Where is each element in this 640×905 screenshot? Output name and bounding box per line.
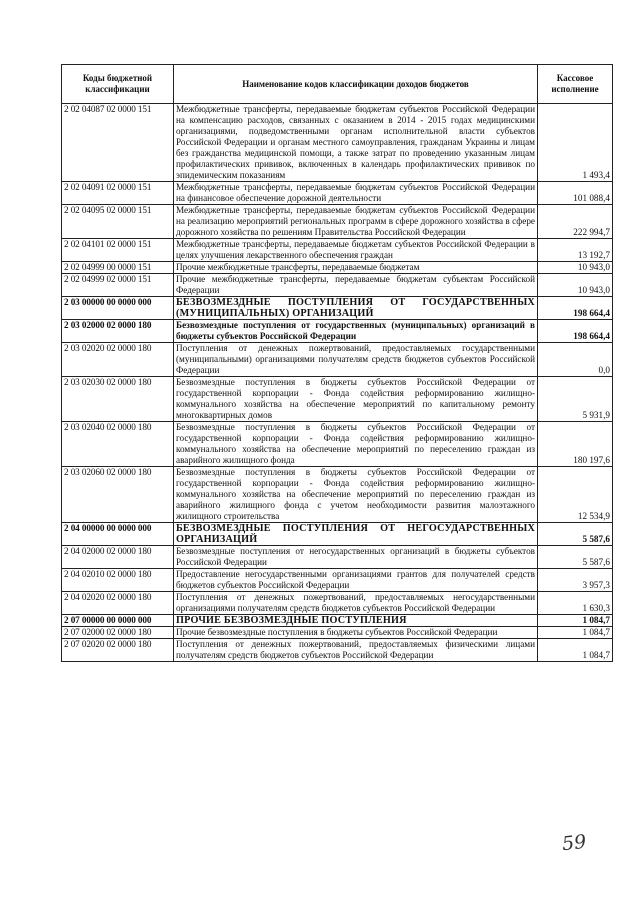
name-cell: Безвозмездные поступления в бюджеты субъектов Российской Федерации от государственной корпорации - Фонда содействия реформированию жилищно-коммунального хозяйства на обеспечение мероприятий по переселению граждан из аварийного жилищного фонда [174, 422, 538, 467]
name-cell: Прочие межбюджетные трансферты, передаваемые бюджетам [174, 262, 538, 274]
amount-cell: 3 957,3 [538, 569, 613, 592]
table-row [62, 569, 613, 592]
header-name: Наименование кодов классификации доходов бюджетов [174, 65, 538, 104]
code-cell: 2 02 04101 02 0000 151 [62, 239, 174, 262]
code-cell: 2 02 04091 02 0000 151 [62, 182, 174, 205]
name-cell: Безвозмездные поступления от негосударственных организаций в бюджеты субъектов Российской Федерации [174, 546, 538, 569]
table-row [62, 523, 613, 546]
code-cell: 2 03 00000 00 0000 000 [62, 297, 174, 320]
table-row [62, 104, 613, 182]
amount-cell: 222 994,7 [538, 205, 613, 239]
table-row [62, 297, 613, 320]
name-cell: БЕЗВОЗМЕЗДНЫЕ ПОСТУПЛЕНИЯ ОТ ГОСУДАРСТВЕННЫХ (МУНИЦИПАЛЬНЫХ) ОРГАНИЗАЦИЙ [174, 297, 538, 320]
code-cell: 2 02 04087 02 0000 151 [62, 104, 174, 182]
table-row [62, 592, 613, 615]
table-body [62, 104, 613, 662]
amount-cell: 12 534,9 [538, 467, 613, 523]
revenue-table [61, 64, 613, 662]
amount-cell: 1 084,7 [538, 615, 613, 627]
amount-cell: 198 664,4 [538, 320, 613, 343]
code-cell: 2 02 04999 00 0000 151 [62, 262, 174, 274]
table-row [62, 377, 613, 422]
name-cell: Поступления от денежных пожертвований, предоставляемых негосударственными организациями получателям средств бюджетов субъектов Российской Федерации [174, 592, 538, 615]
name-cell: Межбюджетные трансферты, передаваемые бюджетам субъектов Российской Федерации на компенсацию расходов, связанных с оказанием в 2014 - 2015 годах медицинскими организациями, подведомственными органам исполнительной власти субъектов Российской Федерации и органам местного самоуправления, гражданам Украины и лицам без гражданства медицинской помощи, а также затрат по проведению указанным лицам профилактических прививок, включенных в календарь профилактических прививок по эпидемическим показаниям [174, 104, 538, 182]
amount-cell: 1 084,7 [538, 639, 613, 662]
amount-cell: 0,0 [538, 343, 613, 377]
name-cell: Безвозмездные поступления в бюджеты субъектов Российской Федерации от государственной корпорации - Фонда содействия реформированию жилищно-коммунального хозяйства на обеспечение мероприятий по переселению граждан из аварийного жилищного фонда с учетом необходимости развития малоэтажного жилищного строительства [174, 467, 538, 523]
code-cell: 2 04 02020 02 0000 180 [62, 592, 174, 615]
table-row [62, 320, 613, 343]
amount-cell: 13 192,7 [538, 239, 613, 262]
table-row [62, 205, 613, 239]
amount-cell: 5 587,6 [538, 546, 613, 569]
name-cell: Предоставление негосударственными организациями грантов для получателей средств бюджетов субъектов Российской Федерации [174, 569, 538, 592]
name-cell: Межбюджетные трансферты, передаваемые бюджетам субъектов Российской Федерации в целях улучшения лекарственного обеспечения граждан [174, 239, 538, 262]
name-cell: ПРОЧИЕ БЕЗВОЗМЕЗДНЫЕ ПОСТУПЛЕНИЯ [174, 615, 538, 627]
code-cell: 2 07 02000 02 0000 180 [62, 627, 174, 639]
code-cell: 2 03 02060 02 0000 180 [62, 467, 174, 523]
name-cell: Межбюджетные трансферты, передаваемые бюджетам субъектов Российской Федерации на реализацию мероприятий региональных программ в сфере дорожного хозяйства в сфере дорожного хозяйства по решениям Правительства Российской Федерации [174, 205, 538, 239]
amount-cell: 10 943,0 [538, 262, 613, 274]
table-row [62, 627, 613, 639]
code-cell: 2 04 02010 02 0000 180 [62, 569, 174, 592]
table-header-row [62, 65, 613, 104]
name-cell: БЕЗВОЗМЕЗДНЫЕ ПОСТУПЛЕНИЯ ОТ НЕГОСУДАРСТВЕННЫХ ОРГАНИЗАЦИЙ [174, 523, 538, 546]
amount-cell: 5 931,9 [538, 377, 613, 422]
name-cell: Поступления от денежных пожертвований, предоставляемых государственными (муниципальными) организациями получателям средств бюджетов субъектов Российской Федерации [174, 343, 538, 377]
code-cell: 2 07 02020 02 0000 180 [62, 639, 174, 662]
code-cell: 2 02 04095 02 0000 151 [62, 205, 174, 239]
table-row [62, 182, 613, 205]
table-row [62, 467, 613, 523]
amount-cell: 1 493,4 [538, 104, 613, 182]
amount-cell: 101 088,4 [538, 182, 613, 205]
code-cell: 2 07 00000 00 0000 000 [62, 615, 174, 627]
code-cell: 2 04 02000 02 0000 180 [62, 546, 174, 569]
table-row [62, 546, 613, 569]
table-row [62, 343, 613, 377]
amount-cell: 10 943,0 [538, 274, 613, 297]
code-cell: 2 03 02020 02 0000 180 [62, 343, 174, 377]
amount-cell: 1 630,3 [538, 592, 613, 615]
table-row [62, 615, 613, 627]
code-cell: 2 04 00000 00 0000 000 [62, 523, 174, 546]
code-cell: 2 02 04999 02 0000 151 [62, 274, 174, 297]
header-codes: Коды бюджетной классификации [62, 65, 174, 104]
header-amount: Кассовое исполнение [538, 65, 613, 104]
amount-cell: 5 587,6 [538, 523, 613, 546]
page-number: 59 [560, 830, 588, 856]
amount-cell: 1 084,7 [538, 627, 613, 639]
name-cell: Прочие межбюджетные трансферты, передаваемые бюджетам субъектам Российской Федерации [174, 274, 538, 297]
name-cell: Межбюджетные трансферты, передаваемые бюджетам субъектов Российской Федерации на финансовое обеспечение дорожной деятельности [174, 182, 538, 205]
code-cell: 2 03 02030 02 0000 180 [62, 377, 174, 422]
name-cell: Поступления от денежных пожертвований, предоставляемых физическими лицами получателям средств бюджетов субъектов Российской Федерации [174, 639, 538, 662]
code-cell: 2 03 02040 02 0000 180 [62, 422, 174, 467]
table-row [62, 422, 613, 467]
name-cell: Безвозмездные поступления в бюджеты субъектов Российской Федерации от государственной корпорации - Фонда содействия реформированию жилищно-коммунального хозяйства на обеспечение мероприятий по капитальному ремонту многоквартирных домов [174, 377, 538, 422]
name-cell: Безвозмездные поступления от государственных (муниципальных) организаций в бюджеты субъектов Российской Федерации [174, 320, 538, 343]
table-row [62, 239, 613, 262]
name-cell: Прочие безвозмездные поступления в бюджеты субъектов Российской Федерации [174, 627, 538, 639]
amount-cell: 180 197,6 [538, 422, 613, 467]
table-row [62, 262, 613, 274]
table-row [62, 639, 613, 662]
amount-cell: 198 664,4 [538, 297, 613, 320]
code-cell: 2 03 02000 02 0000 180 [62, 320, 174, 343]
table-row [62, 274, 613, 297]
